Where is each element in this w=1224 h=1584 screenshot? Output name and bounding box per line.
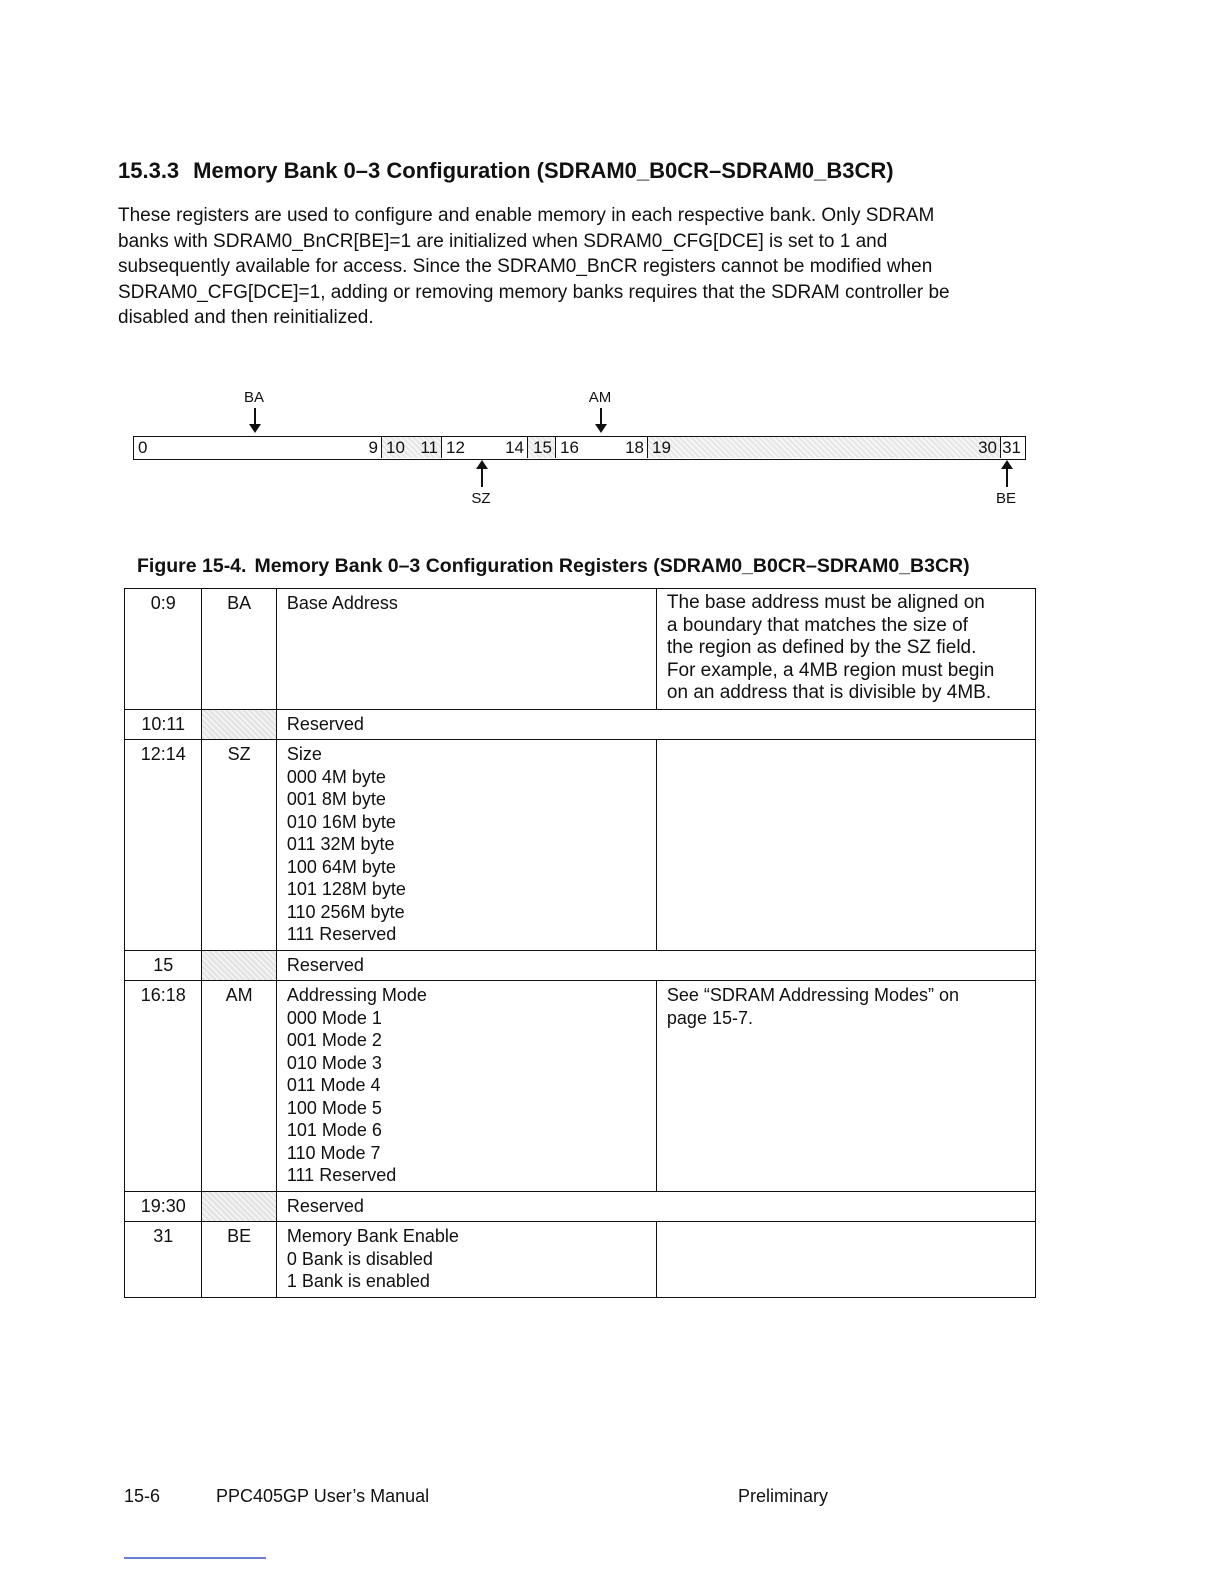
description-line: 110 256M byte xyxy=(286,901,405,922)
field-bits: 16:18 xyxy=(125,981,202,1192)
note-line: page 15-7. xyxy=(666,1007,753,1028)
footer-status: Preliminary xyxy=(738,1486,829,1506)
bit-label: 9 xyxy=(368,438,378,457)
field-description xyxy=(276,1191,1035,1222)
field-name-reserved xyxy=(202,709,276,740)
bit-label: 0 xyxy=(138,438,148,457)
table-row xyxy=(125,589,1036,710)
description-line: 011 Mode 4 xyxy=(286,1075,381,1095)
description-line: Memory Bank Enable xyxy=(286,1226,459,1246)
description-line: Reserved xyxy=(286,1195,364,1216)
description-line: 001 Mode 2 xyxy=(286,1030,382,1050)
description-line: Size xyxy=(286,744,322,764)
note-line: the region as defined by the SZ field. xyxy=(666,637,977,658)
field-name: BE xyxy=(202,1222,276,1298)
description-line: 000 4M byte xyxy=(286,766,386,787)
bitfield-am xyxy=(556,437,648,458)
figure-title: Memory Bank 0–3 Configuration Registers (SDRAM0_B0CR–SDRAM0_B3CR) xyxy=(254,555,970,577)
description-line: Reserved xyxy=(286,954,364,975)
footer-page-number: 15-6 xyxy=(124,1486,161,1506)
table-row xyxy=(125,740,1036,951)
bit-label: 19 xyxy=(652,438,671,457)
bitfield-reserved xyxy=(382,437,442,458)
register-bitfield xyxy=(133,436,1026,460)
field-note xyxy=(656,589,1035,710)
note-line: The base address must be aligned on xyxy=(666,592,985,613)
table-row xyxy=(125,981,1036,1192)
register-fields-table xyxy=(124,588,1036,1298)
table-row xyxy=(125,1222,1036,1298)
intro-line: These registers are used to configure and enable memory in each respective bank. Only SDRAM xyxy=(118,205,935,226)
field-description xyxy=(276,950,1035,981)
ba-marker-label: BA xyxy=(243,389,264,406)
field-bits: 15 xyxy=(125,950,202,981)
sz-arrow-icon xyxy=(481,462,483,487)
field-name-reserved xyxy=(202,1191,276,1222)
field-description xyxy=(276,709,1035,740)
description-line: Reserved xyxy=(286,713,364,734)
bitfield-be xyxy=(1001,437,1024,458)
description-line: 0 Bank is disabled xyxy=(286,1248,433,1269)
field-description xyxy=(276,1222,656,1298)
field-note xyxy=(656,981,1035,1192)
field-name: BA xyxy=(202,589,276,710)
field-description xyxy=(276,589,656,710)
section-heading xyxy=(118,158,894,184)
table-row xyxy=(125,950,1036,981)
bit-label: 14 xyxy=(505,438,524,457)
description-line: 111 Reserved xyxy=(286,1165,397,1185)
note-line: on an address that is divisible by 4MB. xyxy=(666,682,992,703)
footer-rule xyxy=(124,1557,266,1559)
description-line: 101 Mode 6 xyxy=(286,1120,382,1140)
field-note xyxy=(656,1222,1035,1298)
description-line: 011 32M byte xyxy=(286,834,395,854)
field-bits: 12:14 xyxy=(125,740,202,951)
field-description xyxy=(276,981,656,1192)
intro-line: banks with SDRAM0_BnCR[BE]=1 are initialized when SDRAM0_CFG[DCE] is set to 1 and xyxy=(118,230,888,252)
note-line: For example, a 4MB region must begin xyxy=(666,659,995,681)
field-name-reserved xyxy=(202,950,276,981)
bit-label: 18 xyxy=(625,438,644,457)
be-marker-label: BE xyxy=(995,490,1016,507)
section-title: Memory Bank 0–3 Configuration (SDRAM0_B0CR–SDRAM0_B3CR) xyxy=(193,158,894,183)
bitfield-reserved xyxy=(528,437,556,458)
note-line: See “SDRAM Addressing Modes” on xyxy=(666,985,960,1005)
intro-line: subsequently available for access. Since the SDRAM0_BnCR registers cannot be modified when xyxy=(118,256,933,277)
field-note xyxy=(656,740,1035,951)
bit-label: 16 xyxy=(560,438,579,457)
sz-marker-label: SZ xyxy=(471,490,491,507)
description-line: 010 16M byte xyxy=(286,811,396,832)
description-line: 100 64M byte xyxy=(286,856,396,877)
am-arrow-icon xyxy=(600,408,602,431)
bit-label: 30 xyxy=(978,438,997,457)
bit-label: 12 xyxy=(446,438,465,457)
ba-arrow-icon xyxy=(254,408,256,431)
table-row xyxy=(125,1191,1036,1222)
description-line: Base Address xyxy=(286,593,398,613)
intro-paragraph xyxy=(118,203,1038,331)
bit-label: 31 xyxy=(1002,438,1021,457)
description-line: 010 Mode 3 xyxy=(286,1052,382,1073)
field-bits: 0:9 xyxy=(125,589,202,710)
bit-label: 15 xyxy=(533,438,552,457)
section-number: 15.3.3 xyxy=(118,158,180,183)
field-bits: 19:30 xyxy=(125,1191,202,1222)
field-description xyxy=(276,740,656,951)
description-line: 000 Mode 1 xyxy=(286,1007,382,1028)
description-line: 111 Reserved xyxy=(286,924,397,944)
field-name: AM xyxy=(202,981,276,1192)
field-bits: 31 xyxy=(125,1222,202,1298)
footer-manual-title: PPC405GP User’s Manual xyxy=(216,1486,430,1506)
figure-label: Figure 15-4. xyxy=(137,555,247,577)
intro-line: SDRAM0_CFG[DCE]=1, adding or removing memory banks requires that the SDRAM controller be xyxy=(118,281,950,303)
figure-caption xyxy=(137,555,970,578)
bitfield-reserved xyxy=(648,437,1001,458)
description-line: 001 8M byte xyxy=(286,789,386,809)
bitfield-sz xyxy=(442,437,528,458)
field-name: SZ xyxy=(202,740,276,951)
be-arrow-icon xyxy=(1006,462,1008,487)
field-bits: 10:11 xyxy=(125,709,202,740)
bit-label: 11 xyxy=(420,438,438,457)
intro-line: disabled and then reinitialized. xyxy=(118,307,374,328)
description-line: 1 Bank is enabled xyxy=(286,1271,430,1291)
bit-label: 10 xyxy=(386,438,405,457)
note-line: a boundary that matches the size of xyxy=(666,614,968,636)
description-line: 101 128M byte xyxy=(286,879,406,899)
am-marker-label: AM xyxy=(588,389,612,406)
bitfield-ba xyxy=(134,437,382,458)
description-line: 100 Mode 5 xyxy=(286,1097,382,1118)
description-line: Addressing Mode xyxy=(286,985,427,1005)
description-line: 110 Mode 7 xyxy=(286,1142,381,1163)
table-row xyxy=(125,709,1036,740)
